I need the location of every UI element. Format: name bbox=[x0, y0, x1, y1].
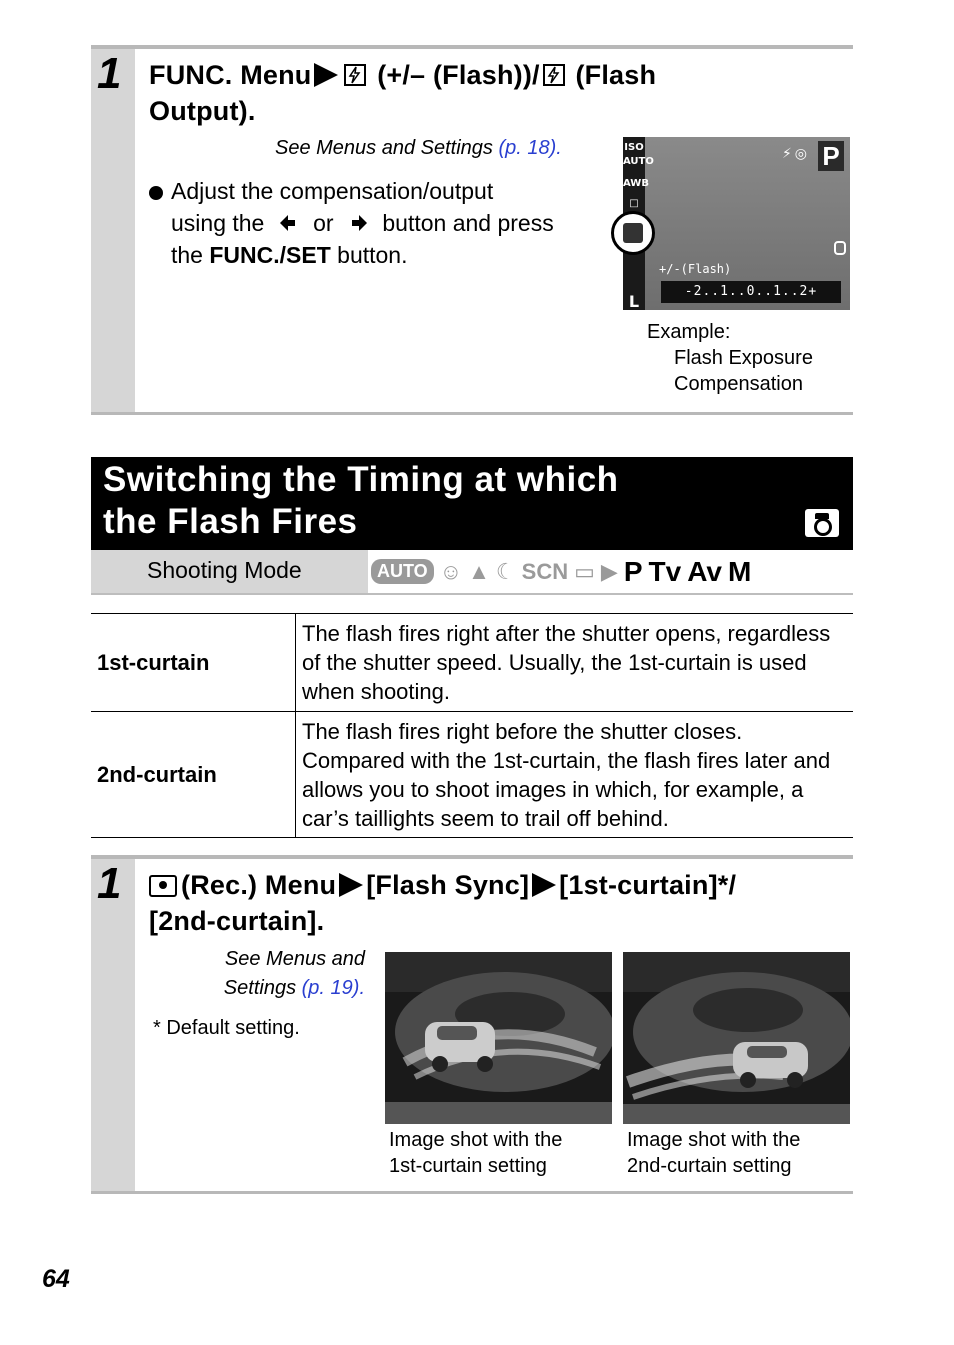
shooting-mode-icons bbox=[371, 552, 851, 591]
title-output-b: Output). bbox=[149, 96, 256, 126]
photo-2nd-caption: Image shot with the 2nd-curtain setting bbox=[627, 1129, 801, 1177]
arrow-right-icon bbox=[532, 873, 556, 897]
table-row bbox=[91, 712, 853, 838]
lcd-mode-indicator: P bbox=[818, 141, 844, 171]
mode-stitch-icon: ▭ bbox=[574, 558, 595, 584]
mode-night-portrait-icon: ☾ bbox=[495, 558, 516, 584]
default-note: * Default setting. bbox=[153, 1017, 300, 1039]
lcd-screen bbox=[623, 137, 850, 310]
flash-compensation-icon bbox=[344, 64, 366, 86]
step-box-flash-compensation bbox=[91, 45, 853, 415]
table-value: The flash fires right before the shutter closes. Compared with the 1st-curtain, the flash fires later and allows you to shoot images in which, for example, a car’s taillights seem to trail off behind. bbox=[296, 712, 854, 838]
step-number: 1 bbox=[97, 859, 122, 908]
table-key: 2nd-curtain bbox=[91, 712, 296, 838]
mode-p-icon: P bbox=[623, 555, 643, 587]
step-box-flash-sync bbox=[91, 855, 853, 1194]
lcd-caption: Example: Flash Exposure Compensation bbox=[647, 321, 813, 395]
mode-av-icon: Av bbox=[687, 555, 722, 587]
lcd-compensation-scale: -2..1..0..1..2+ bbox=[661, 281, 841, 303]
photo-1st-caption: Image shot with the 1st-curtain setting bbox=[389, 1129, 563, 1177]
lcd-icon-drive: □ bbox=[629, 198, 639, 209]
flash-compensation-selected-icon bbox=[611, 211, 655, 255]
shooting-mode-label: Shooting Mode bbox=[147, 557, 302, 583]
flash-output-icon bbox=[543, 64, 565, 86]
shooting-mode-label-cell bbox=[91, 550, 368, 593]
left-arrow-icon bbox=[279, 213, 299, 233]
lcd-icon-auto: AUTO bbox=[623, 156, 654, 167]
photo-2nd-curtain-image bbox=[623, 952, 850, 1124]
title-rec-menu: (Rec.) Menu bbox=[181, 870, 337, 900]
flash-sync-table bbox=[91, 613, 853, 838]
page-link-19[interactable]: (p. 19) bbox=[301, 977, 360, 999]
section-title: Switching the Timing at which the Flash Fires bbox=[103, 460, 619, 541]
bullet-icon bbox=[149, 186, 163, 200]
table-value: The flash fires right after the shutter opens, regardless of the shutter speed. Usually, the 1st-curtain is used when shooting. bbox=[296, 614, 854, 712]
mode-m-icon: M bbox=[727, 555, 752, 587]
photo-1st-curtain bbox=[385, 952, 612, 1124]
rec-menu-icon bbox=[149, 875, 177, 897]
title-output-a: (Flash bbox=[575, 60, 657, 90]
lcd-icon-size: L bbox=[628, 292, 640, 311]
title-second-curtain: [2nd-curtain]. bbox=[149, 906, 325, 936]
camera-icon bbox=[805, 509, 839, 537]
lcd-status-icons: ⚡◎ bbox=[781, 145, 810, 161]
right-arrow-icon bbox=[348, 213, 368, 233]
lcd-icon-iso: ISO bbox=[624, 142, 644, 153]
table-row bbox=[91, 614, 853, 712]
mode-tv-icon: Tv bbox=[648, 555, 682, 587]
title-func-menu: FUNC. Menu bbox=[149, 60, 312, 90]
mode-auto-icon: AUTO bbox=[371, 559, 434, 584]
lcd-icon-awb: AWB bbox=[623, 178, 649, 189]
func-set-button-label: FUNC./SET bbox=[209, 242, 331, 268]
arrow-right-icon bbox=[314, 63, 338, 87]
menu-reference: See Menus and Settings (p. 19). bbox=[223, 948, 365, 999]
step-title bbox=[149, 57, 849, 129]
shooting-mode-row bbox=[91, 550, 853, 595]
table-key: 1st-curtain bbox=[91, 614, 296, 712]
page-number: 64 bbox=[42, 1265, 70, 1293]
photo-1st-curtain-image bbox=[385, 952, 612, 1124]
step-rail bbox=[91, 49, 135, 412]
instruction-text: Adjust the compensation/output using the or button and press the FUNC./SET button. bbox=[171, 178, 554, 268]
arrow-right-icon bbox=[339, 873, 363, 897]
mode-scn-icon: SCN bbox=[521, 558, 569, 584]
title-flash: (+/– (Flash))/ bbox=[377, 60, 540, 90]
section-header bbox=[91, 457, 853, 550]
photo-2nd-curtain bbox=[623, 952, 850, 1124]
step-number: 1 bbox=[97, 49, 122, 98]
step-title bbox=[149, 867, 849, 939]
title-first-curtain: [1st-curtain]*/ bbox=[559, 870, 737, 900]
lcd-flash-label: +/-(Flash) bbox=[659, 262, 732, 276]
mode-movie-icon: ▶ bbox=[600, 558, 618, 584]
page-link-18[interactable]: (p. 18) bbox=[498, 137, 557, 159]
mode-portrait-icon: ☺ bbox=[439, 558, 463, 584]
title-flash-sync: [Flash Sync] bbox=[366, 870, 530, 900]
menu-reference: See Menus and Settings (p. 18). bbox=[275, 137, 562, 159]
mode-landscape-icon: ▲ bbox=[468, 558, 490, 584]
stabilizer-icon bbox=[834, 241, 846, 255]
